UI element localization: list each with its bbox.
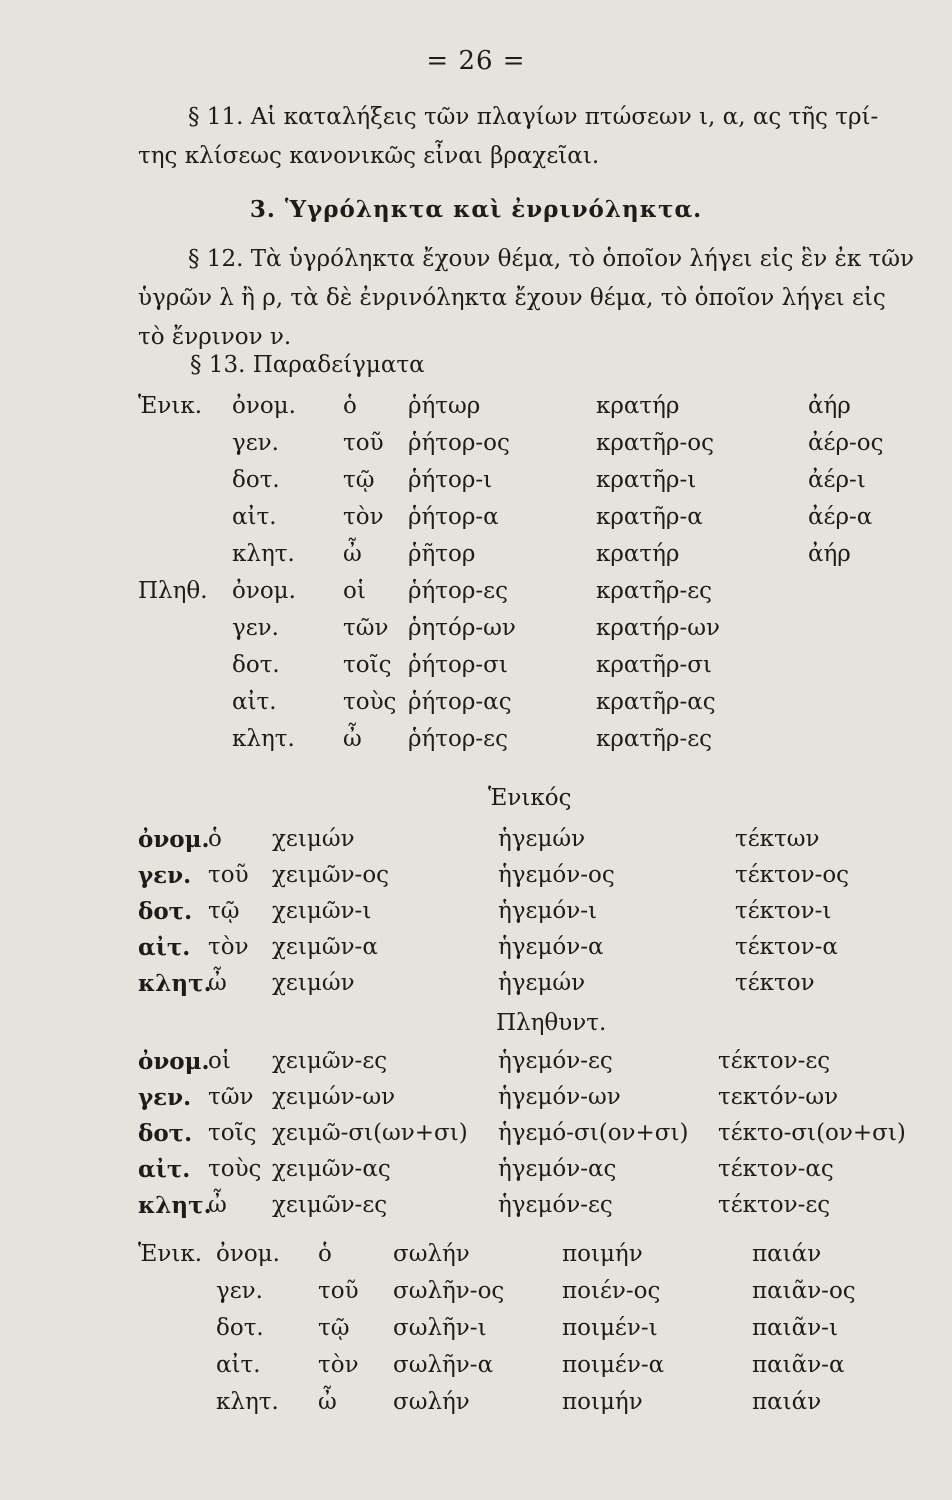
table-cell: ἡγεμών bbox=[498, 970, 586, 996]
table-cell: ῥήτορ-ες bbox=[408, 726, 508, 752]
section-12-line: § 12. Τὰ ὑγρόληκτα ἔχουν θέμα, τὸ ὁποῖον λήγει εἰς ἓν ἐκ τῶν bbox=[188, 246, 914, 272]
table-cell: χειμών bbox=[272, 970, 355, 996]
table-cell: τέκτων bbox=[735, 826, 820, 852]
table-cell: παιάν bbox=[752, 1389, 822, 1415]
table-cell: τέκτον-ι bbox=[735, 898, 832, 924]
table-cell: αἰτ. bbox=[216, 1352, 261, 1378]
table-cell: ποιμήν bbox=[562, 1389, 643, 1415]
table-cell: κρατήρ bbox=[596, 541, 680, 567]
section-12-line: τὸ ἔνρινον ν. bbox=[138, 324, 292, 350]
table-cell: Ἑνικ. bbox=[138, 393, 203, 419]
table-cell: χειμῶν-ες bbox=[272, 1048, 388, 1074]
table-cell: τέκτον-α bbox=[735, 934, 838, 960]
section-13-title: § 13. Παραδείγματα bbox=[190, 352, 425, 378]
table-cell: κρατήρ-ων bbox=[596, 615, 720, 641]
table-cell: τὸν bbox=[318, 1352, 359, 1378]
table-cell: ἀήρ bbox=[808, 393, 851, 419]
table-cell: ποιμέν-α bbox=[562, 1352, 665, 1378]
page-number: = 26 = bbox=[426, 46, 526, 76]
table-cell: οἱ bbox=[343, 578, 366, 604]
table-cell: ποιμήν bbox=[562, 1241, 643, 1267]
table-cell: κλητ. bbox=[232, 541, 295, 567]
table-cell: ῥήτορ-ας bbox=[408, 689, 512, 715]
table-cell: ῥήτωρ bbox=[408, 393, 481, 419]
table-cell: αἰτ. bbox=[138, 1156, 191, 1183]
section-heading: 3. Ὑγρόληκτα καὶ ἐνρινόληκτα. bbox=[249, 196, 703, 223]
table-cell: ὦ bbox=[343, 541, 362, 567]
table-cell: γεν. bbox=[138, 862, 192, 889]
section-12 bbox=[138, 240, 928, 357]
table-cell: τῶν bbox=[208, 1084, 254, 1110]
table-cell: τῷ bbox=[208, 898, 240, 924]
plural-label: Πληθυντ. bbox=[496, 1010, 607, 1036]
table-cell: ἡγεμόν-ι bbox=[498, 898, 598, 924]
table-cell: ὁ bbox=[318, 1241, 332, 1267]
table-cell: κλητ. bbox=[138, 970, 212, 997]
table-cell: κλητ. bbox=[138, 1192, 212, 1219]
table-cell: τέκτον-ες bbox=[718, 1048, 831, 1074]
table-cell: ἡγεμών bbox=[498, 826, 586, 852]
table-cell: παιᾶν-ος bbox=[752, 1278, 856, 1304]
table-cell: ἡγεμόν-ος bbox=[498, 862, 615, 888]
table-cell: χειμῶν-ι bbox=[272, 898, 372, 924]
table-cell: ἀέρ-ος bbox=[808, 430, 884, 456]
table-cell: χειμῶν-ας bbox=[272, 1156, 391, 1182]
table-cell: σωλήν bbox=[393, 1241, 470, 1267]
table-cell: ὀνομ. bbox=[232, 393, 296, 419]
table-cell: χειμῶ-σι(ων+σι) bbox=[272, 1120, 468, 1146]
table-cell: δοτ. bbox=[232, 652, 280, 678]
table-cell: ὦ bbox=[343, 726, 362, 752]
table-cell: κρατῆρ-ι bbox=[596, 467, 697, 493]
section-11-line: της κλίσεως κανονικῶς εἶναι βραχεῖαι. bbox=[138, 143, 600, 169]
table-cell: χειμῶν-ος bbox=[272, 862, 390, 888]
table-cell: ὀνομ. bbox=[138, 826, 210, 853]
table-cell: κρατῆρ-α bbox=[596, 504, 703, 530]
table-cell: ὀνομ. bbox=[232, 578, 296, 604]
table-cell: τοῖς bbox=[343, 652, 392, 678]
table-cell: χειμῶν-α bbox=[272, 934, 378, 960]
table-cell: κρατῆρ-ας bbox=[596, 689, 716, 715]
table-cell: ἡγεμόν-α bbox=[498, 934, 604, 960]
table-cell: γεν. bbox=[232, 430, 279, 456]
table-cell: ῥήτορ-σι bbox=[408, 652, 508, 678]
table-cell: τοῦ bbox=[318, 1278, 359, 1304]
table-cell: ἀήρ bbox=[808, 541, 851, 567]
table-cell: ὦ bbox=[318, 1389, 337, 1415]
table-cell: δοτ. bbox=[232, 467, 280, 493]
table-cell: τῷ bbox=[343, 467, 375, 493]
table-cell: τοὺς bbox=[343, 689, 397, 715]
table-cell: ὦ bbox=[208, 970, 227, 996]
table-cell: γεν. bbox=[216, 1278, 263, 1304]
table-cell: δοτ. bbox=[138, 898, 193, 925]
table-cell: τὸν bbox=[208, 934, 249, 960]
table-cell: παιάν bbox=[752, 1241, 822, 1267]
table-cell: τὸν bbox=[343, 504, 384, 530]
table-cell: δοτ. bbox=[138, 1120, 193, 1147]
table-cell: ὀνομ. bbox=[138, 1048, 210, 1075]
table-cell: γεν. bbox=[232, 615, 279, 641]
table-cell: ποιέν-ος bbox=[562, 1278, 661, 1304]
section-11-line: § 11. Αἱ καταλήξεις τῶν πλαγίων πτώσεων ι, α, ας τῆς τρί- bbox=[188, 104, 879, 130]
table-cell: ἡγεμόν-ας bbox=[498, 1156, 617, 1182]
table-cell: αἰτ. bbox=[138, 934, 191, 961]
table-cell: τοῖς bbox=[208, 1120, 257, 1146]
table-cell: χειμών-ων bbox=[272, 1084, 396, 1110]
table-cell: τέκτον-ος bbox=[735, 862, 850, 888]
table-cell: κλητ. bbox=[216, 1389, 279, 1415]
table-cell: ὀνομ. bbox=[216, 1241, 280, 1267]
singular-label: Ἑνικός bbox=[488, 785, 572, 811]
table-cell: οἱ bbox=[208, 1048, 231, 1074]
table-cell: κρατήρ bbox=[596, 393, 680, 419]
table-cell: σωλῆν-ος bbox=[393, 1278, 505, 1304]
table-cell: τῶν bbox=[343, 615, 389, 641]
table-cell: κρατῆρ-ες bbox=[596, 726, 713, 752]
table-cell: ῥῆτορ bbox=[408, 541, 476, 567]
table-cell: ἡγεμόν-ων bbox=[498, 1084, 621, 1110]
table-cell: τέκτον bbox=[735, 970, 815, 996]
table-cell: δοτ. bbox=[216, 1315, 264, 1341]
table-cell: τέκτον-ας bbox=[718, 1156, 834, 1182]
table-cell: κλητ. bbox=[232, 726, 295, 752]
table-cell: παιᾶν-α bbox=[752, 1352, 845, 1378]
table-cell: κρατῆρ-ος bbox=[596, 430, 714, 456]
table-cell: ἀέρ-α bbox=[808, 504, 873, 530]
table-cell: Ἑνικ. bbox=[138, 1241, 203, 1267]
table-cell: παιᾶν-ι bbox=[752, 1315, 838, 1341]
table-cell: τέκτο-σι(ον+σι) bbox=[718, 1120, 906, 1146]
table-cell: Πληθ. bbox=[138, 578, 208, 604]
table-cell: κρατῆρ-ες bbox=[596, 578, 713, 604]
table-cell: γεν. bbox=[138, 1084, 192, 1111]
table-cell: σωλήν bbox=[393, 1389, 470, 1415]
table-cell: ῥητόρ-ων bbox=[408, 615, 516, 641]
table-cell: ἡγεμόν-ες bbox=[498, 1048, 613, 1074]
table-cell: αἰτ. bbox=[232, 504, 277, 530]
table-cell: ῥήτορ-ες bbox=[408, 578, 508, 604]
table-cell: ὦ bbox=[208, 1192, 227, 1218]
table-cell: τοὺς bbox=[208, 1156, 262, 1182]
table-cell: ὁ bbox=[208, 826, 222, 852]
table-cell: τῷ bbox=[318, 1315, 350, 1341]
table-cell: αἰτ. bbox=[232, 689, 277, 715]
table-cell: τεκτόν-ων bbox=[718, 1084, 839, 1110]
table-cell: ῥήτορ-ι bbox=[408, 467, 493, 493]
table-cell: ῥήτορ-α bbox=[408, 504, 499, 530]
table-cell: χειμῶν-ες bbox=[272, 1192, 388, 1218]
table-cell: τοῦ bbox=[208, 862, 249, 888]
table-cell: σωλῆν-ι bbox=[393, 1315, 487, 1341]
table-cell: ἡγεμό-σι(ον+σι) bbox=[498, 1120, 689, 1146]
table-cell: ἀέρ-ι bbox=[808, 467, 866, 493]
table-cell: ἡγεμόν-ες bbox=[498, 1192, 613, 1218]
table-cell: χειμών bbox=[272, 826, 355, 852]
table-cell: τέκτον-ες bbox=[718, 1192, 831, 1218]
table-cell: ὁ bbox=[343, 393, 357, 419]
table-cell: σωλῆν-α bbox=[393, 1352, 494, 1378]
table-cell: κρατῆρ-σι bbox=[596, 652, 712, 678]
table-cell: ῥήτορ-ος bbox=[408, 430, 510, 456]
section-12-line: ὑγρῶν λ ἢ ρ, τὰ δὲ ἐνρινόληκτα ἔχουν θέμα, τὸ ὁποῖον λήγει εἰς bbox=[138, 285, 886, 311]
table-cell: ποιμέν-ι bbox=[562, 1315, 658, 1341]
section-11 bbox=[138, 98, 928, 176]
table-cell: τοῦ bbox=[343, 430, 384, 456]
